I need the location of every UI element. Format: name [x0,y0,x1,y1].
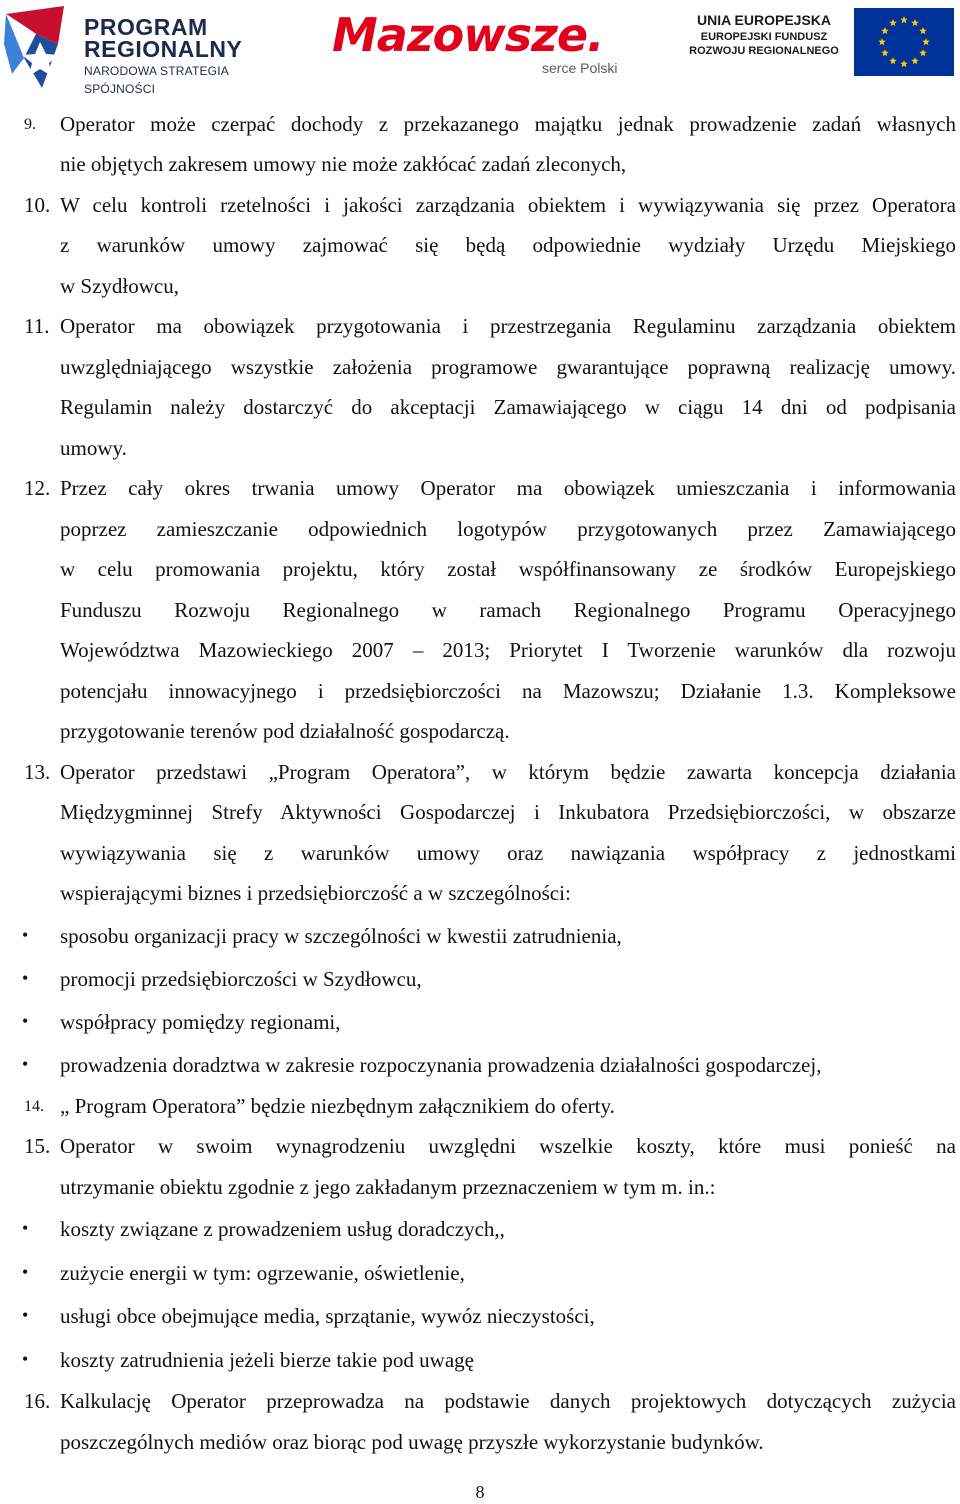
bullet-icon: • [22,1054,29,1074]
paragraph-line: Przez cały okres trwania umowy Operator ma obowiązek umieszczania i informowania [60,476,956,500]
paragraph-line: poszczególnych mediów oraz biorąc pod uwagę przyszłe wykorzystanie budynków. [60,1430,764,1454]
paragraph-line: Funduszu Rozwoju Regionalnego w ramach Regionalnego Programu Operacyjnego [60,598,956,622]
paragraph-line: utrzymanie obiektu zgodnie z jego zakładanym przeznaczeniem w tym m. in.: [60,1175,716,1199]
program-title-line1: PROGRAM [84,14,208,40]
eu-title: UNIA EUROPEJSKA [696,12,832,28]
list-item: sposobu organizacji pracy w szczególności w kwestii zatrudnienia, [60,924,622,948]
paragraph-line: Województwa Mazowieckiego 2007 – 2013; Priorytet I Tworzenie warunków dla rozwoju [60,638,956,662]
paragraph-line: potencjału innowacyjnego i przedsiębiorczości na Mazowszu; Działanie 1.3. Kompleksowe [60,679,956,703]
bullet-icon: • [22,1305,29,1325]
page-number: 8 [475,1482,485,1502]
list-item: prowadzenia doradztwa w zakresie rozpoczynania prowadzenia działalności gospodarczej, [60,1053,822,1077]
bullet-icon: • [22,968,29,988]
list-item: współpracy pomiędzy regionami, [60,1010,341,1034]
paragraph-line: Operator przedstawi „Program Operatora”, w którym będzie zawarta koncepcja działania [60,760,956,784]
paragraph-line: nie objętych zakresem umowy nie może zakłócać zadań zleconych, [60,152,627,176]
item-number: 15. [24,1134,51,1158]
bullet-icon: • [22,1262,29,1282]
paragraph-line: przygotowanie terenów pod działalność gospodarczą. [60,719,510,743]
paragraph-line: umowy. [60,436,127,460]
paragraph-line: Operator może czerpać dochody z przekazanego majątku jednak prowadzenie zadań własnych [60,112,956,136]
mazowsze-logo [332,8,642,88]
paragraph-line: w celu promowania projektu, który został współfinansowany ze środków Europejskiego [60,557,956,581]
list-item: usługi obce obejmujące media, sprzątanie, wywóz nieczystości, [60,1304,595,1328]
bullet-icon: • [22,1218,29,1238]
bullet-icon: • [22,1349,29,1369]
mazowsze-wordmark: Mazowsze. [332,8,604,62]
list-item: promocji przedsiębiorczości w Szydłowcu, [60,967,422,991]
eu-fund-logo [684,8,956,78]
paragraph-line: z warunków umowy zajmować się będą odpowiednie wydziały Urzędu Miejskiego [60,233,956,257]
paragraph-line: W celu kontroli rzetelności i jakości zarządzania obiektem i wywiązywania się przez Operatora [60,193,956,217]
paragraph-line: Kalkulację Operator przeprowadza na podstawie danych projektowych dotyczących zużycia [60,1389,956,1413]
item-number: 11. [24,314,50,338]
paragraph-line: wspierającymi biznes i przedsiębiorczość a w szczególności: [60,881,571,905]
program-title-line2: REGIONALNY [84,36,243,62]
page-header [0,0,960,96]
paragraph-line: Regulamin należy dostarczyć do akceptacji Zamawiającego w ciągu 14 dni od podpisania [60,395,956,419]
paragraph-line: uwzględniającego wszystkie założenia programowe gwarantujące poprawną realizację umowy. [60,355,956,379]
item-number: 10. [24,193,51,217]
item-number: 13. [24,760,51,784]
bullet-icon: • [22,925,29,945]
eu-fund-line2: ROZWOJU REGIONALNEGO [689,45,839,57]
paragraph-line: w Szydłowcu, [60,274,179,298]
item-number: 16. [24,1389,51,1413]
paragraph-line: wywiązywania się z warunków umowy oraz nawiązania współpracy z jednostkami [60,841,956,865]
eu-flag-icon [854,8,954,76]
bullet-icon: • [22,1011,29,1031]
mazowsze-tagline: serce Polski [542,60,618,76]
item-number: 12. [24,476,51,500]
eu-fund-line1: EUROPEJSKI FUNDUSZ [700,31,828,43]
list-item: koszty związane z prowadzeniem usług doradczych,, [60,1217,505,1241]
program-regionalny-logo [0,2,300,96]
paragraph-line: Operator ma obowiązek przygotowania i przestrzegania Regulaminu zarządzania obiektem [60,314,956,338]
item-number: 9. [24,116,36,133]
star-flag-icon [2,4,92,90]
paragraph-line: Międzygminnej Strefy Aktywności Gospodarczej i Inkubatora Przedsiębiorczości, w obszarze [60,800,956,824]
list-item: koszty zatrudnienia jeżeli bierze takie pod uwagę [60,1348,474,1372]
paragraph-line: „ Program Operatora” będzie niezbędnym załącznikiem do oferty. [60,1094,615,1118]
paragraph-line: poprzez zamieszczanie odpowiednich logotypów przygotowanych przez Zamawiającego [60,517,956,541]
paragraph-line: Operator w swoim wynagrodzeniu uwzględni wszelkie koszty, które musi ponieść na [60,1134,956,1158]
item-number: 14. [24,1098,44,1115]
program-subtitle: NARODOWA STRATEGIA SPÓJNOŚCI [84,64,229,96]
list-item: zużycie energii w tym: ogrzewanie, oświetlenie, [60,1261,465,1285]
